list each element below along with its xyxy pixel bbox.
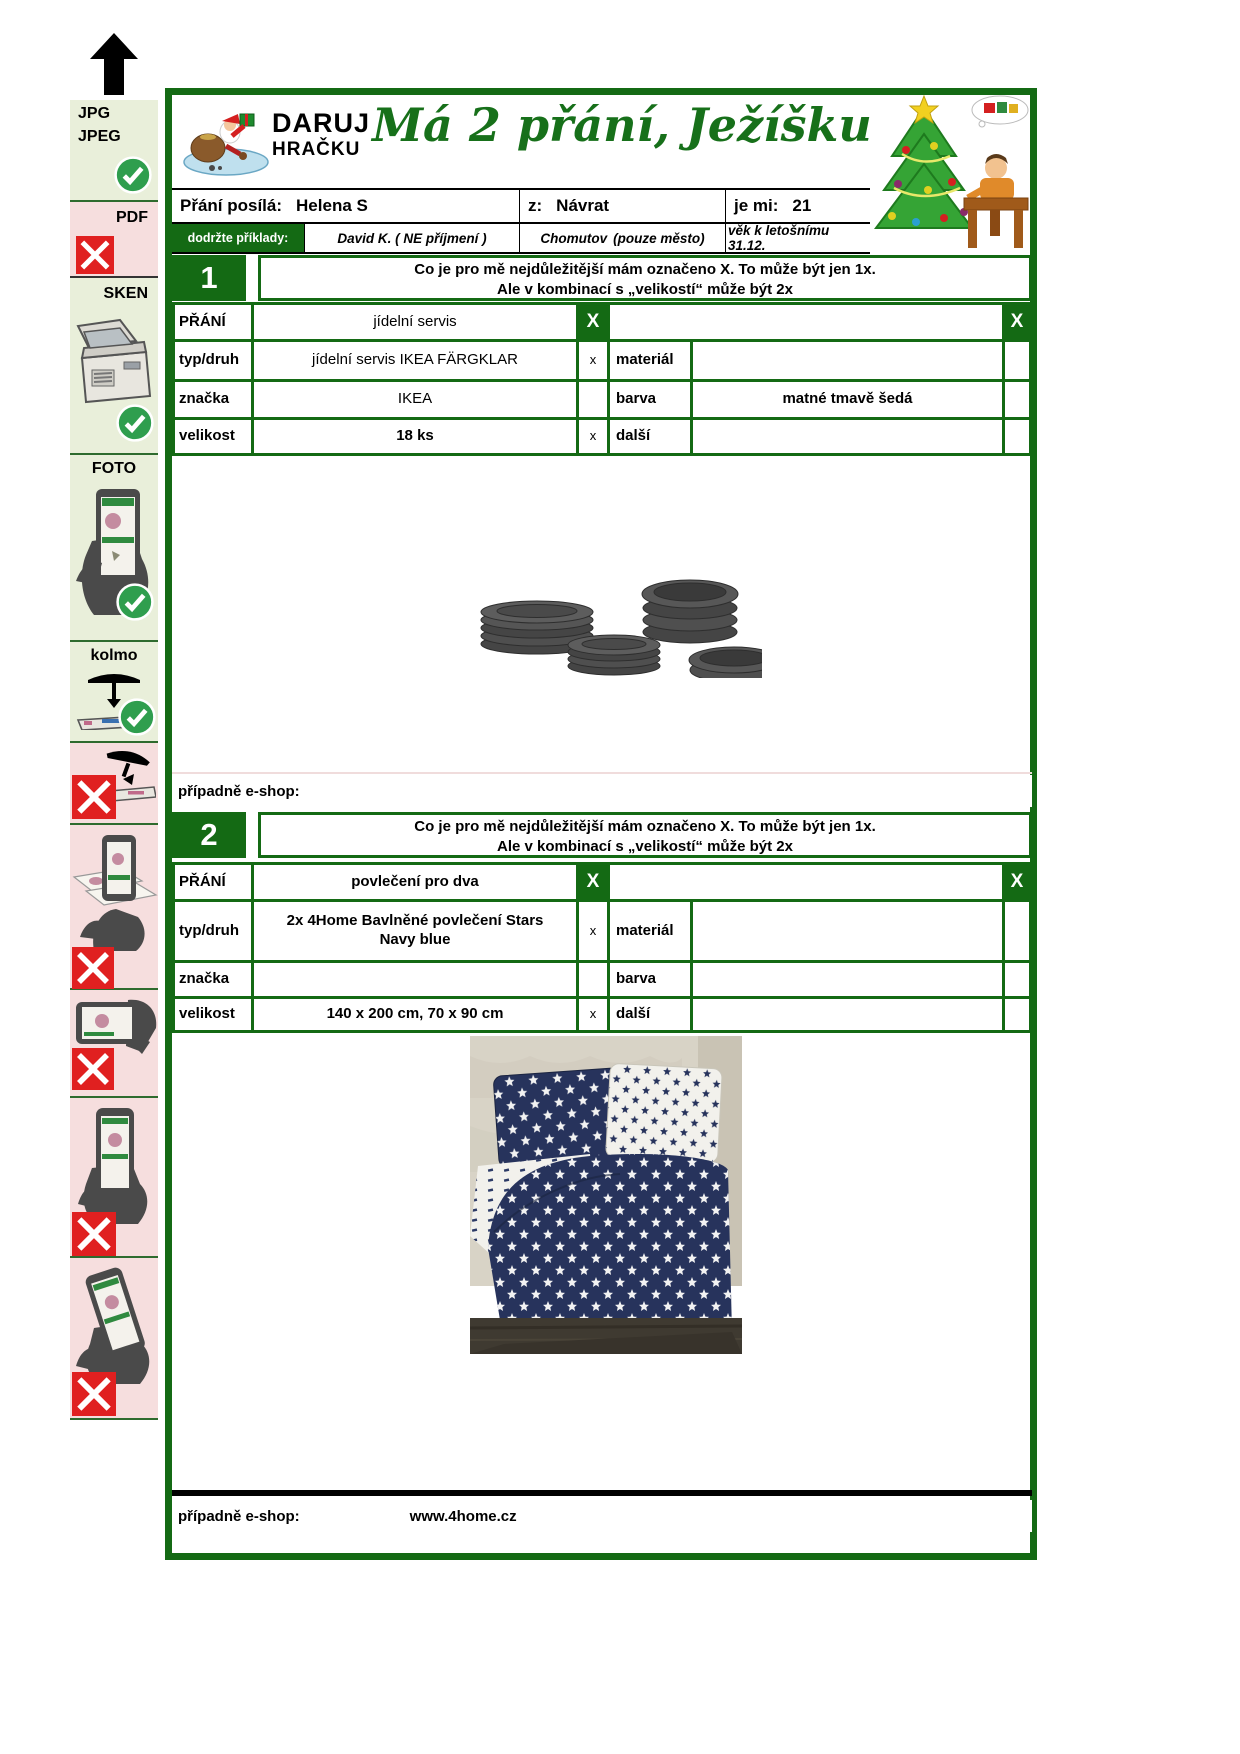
wish2-color-value [693, 963, 1002, 996]
example-name-cell [305, 224, 520, 252]
instruction-line1: Co je pro mě nejdůležitější mám označeno X. To může být jen 1x. [414, 818, 876, 835]
wish2-size-label: velikost [175, 999, 251, 1030]
sender-age-value: 21 [792, 196, 812, 215]
dinnerware-photo [462, 548, 762, 678]
sidebar-portrait-phone-block [70, 1098, 158, 1258]
wish1-color-value: matné tmavě šedá [693, 382, 1002, 417]
wish2-type-value: 2x 4Home Bavlněné povlečení Stars Navy blue [254, 902, 576, 960]
wish1-right-mark: X [1005, 305, 1029, 339]
cross-icon [72, 1372, 116, 1416]
wish2-type-label: typ/druh [175, 902, 251, 960]
sender-city-label: z: [528, 196, 543, 215]
scanner-icon [74, 312, 154, 404]
section2-instruction [258, 812, 1032, 858]
wish2-material-value [693, 902, 1002, 960]
wish2-wish-label: PŘÁNÍ [175, 865, 251, 899]
sidebar-foto-block [70, 455, 158, 642]
wish2-brand-label: značka [175, 963, 251, 996]
example-label: dodržte příklady: [187, 231, 289, 245]
wish2-wish-extra [610, 865, 1002, 899]
cross-icon [72, 1212, 116, 1256]
wish2-wish-mark: X [579, 865, 607, 899]
check-icon [118, 698, 156, 736]
wish1-size-label: velikost [175, 420, 251, 453]
section1-instruction [258, 255, 1032, 301]
wish1-other-value [693, 420, 1002, 453]
sender-city-cell [520, 190, 726, 222]
section1-number: 1 [172, 255, 246, 301]
example-city: Chomutov [540, 230, 608, 246]
wish2-brand-value [254, 963, 576, 996]
sidebar-angled-scan-block [70, 743, 158, 825]
wish1-size-mark: x [579, 420, 607, 453]
wish1-wish-extra [610, 305, 1002, 339]
bedding-photo [470, 1036, 742, 1354]
wish1-brand-value: IKEA [254, 382, 576, 417]
sidebar-sken-block [70, 278, 158, 455]
wish1-type-label: typ/druh [175, 342, 251, 379]
cross-icon [72, 1048, 114, 1090]
christmas-tree-boy-icon [872, 94, 1032, 248]
divider-line-black [172, 1490, 1032, 1496]
wish1-wish-value: jídelní servis [254, 305, 576, 339]
wish2-size-value: 140 x 200 cm, 70 x 90 cm [254, 999, 576, 1030]
wish1-brand-mark [579, 382, 607, 417]
wish1-wish-mark: X [579, 305, 607, 339]
wish2-wish-value: povlečení pro dva [254, 865, 576, 899]
wish2-eshop-row [172, 1500, 1032, 1532]
example-age-cell [726, 224, 870, 252]
wish1-brand-label: značka [175, 382, 251, 417]
sidebar-tilted-phone-block [70, 1258, 158, 1420]
logo-daruj: DARUJ [272, 108, 371, 138]
example-city-note: (pouze město) [613, 230, 705, 246]
phone-over-documents-icon [72, 833, 158, 951]
instruction-line2: Ale v kombinací s „velikostí“ může být 2x [497, 281, 793, 299]
wish2-type-mark: x [579, 902, 607, 960]
check-icon [116, 583, 154, 621]
wish1-type-mark: x [579, 342, 607, 379]
sender-name-cell [172, 190, 520, 222]
jpeg-label: JPEG [78, 128, 121, 146]
wish2-eshop-label: případně e-shop: [178, 1507, 300, 1525]
cross-icon [76, 236, 114, 274]
wish2-other-value [693, 999, 1002, 1030]
wish2-size-mark: x [579, 999, 607, 1030]
instruction-line2: Ale v kombinací s „velikostí“ může být 2x [497, 838, 793, 856]
wish1-wish-label: PŘÁNÍ [175, 305, 251, 339]
sender-age-cell [726, 190, 870, 222]
logo-text [272, 108, 382, 161]
check-icon [116, 404, 154, 442]
sken-label: SKEN [103, 285, 148, 302]
santa-logo-icon [182, 102, 270, 176]
example-name: David K. ( NE příjmení ) [337, 230, 487, 246]
phone-tilted-icon [76, 1266, 154, 1384]
sidebar-landscape-phone-block [70, 990, 158, 1098]
example-row [172, 224, 870, 254]
example-age: věk k letošnímu 31.12. [728, 223, 830, 253]
sidebar-phone-over-documents-block [70, 825, 158, 990]
sidebar-jpg-block [70, 100, 158, 202]
wish1-other-label: další [610, 420, 690, 453]
wish2-row2-edge [1005, 902, 1029, 960]
example-label-cell [172, 224, 305, 252]
sidebar-pdf-block [70, 202, 158, 278]
sender-age-label: je mi: [734, 196, 779, 215]
phone-landscape-icon [72, 994, 158, 1056]
wish2-other-label: další [610, 999, 690, 1030]
wish2-right-mark: X [1005, 865, 1029, 899]
wish2-table [172, 862, 1032, 1033]
wish1-material-value [693, 342, 1002, 379]
check-icon [114, 156, 152, 194]
page-title: Má 2 přání, Ježíšku [372, 98, 872, 152]
kolmo-label: kolmo [90, 647, 138, 664]
section2-header [172, 812, 1032, 858]
wish1-eshop-label: případně e-shop: [178, 782, 300, 800]
wish2-row4-edge [1005, 999, 1029, 1030]
wish2-color-label: barva [610, 963, 690, 996]
sender-name-label: Přání posílá: [180, 196, 283, 215]
wish1-table [172, 302, 1032, 456]
jpg-label: JPG [78, 105, 111, 122]
wish1-color-label: barva [610, 382, 690, 417]
section2-number: 2 [172, 812, 246, 858]
foto-label: FOTO [91, 460, 137, 477]
phone-portrait-icon [78, 1106, 152, 1224]
up-arrow-icon [90, 33, 138, 95]
instruction-line1: Co je pro mě nejdůležitější mám označeno X. To může být jen 1x. [414, 261, 876, 278]
wish2-brand-mark [579, 963, 607, 996]
logo-hracku: HRAČKU [272, 139, 361, 160]
pdf-label: PDF [116, 209, 148, 226]
sender-row [172, 188, 870, 224]
section1-header [172, 255, 1032, 301]
wish1-row3-edge [1005, 382, 1029, 417]
example-city-cell [520, 224, 726, 252]
wish2-row3-edge [1005, 963, 1029, 996]
cross-icon [72, 947, 114, 989]
wish1-material-label: materiál [610, 342, 690, 379]
wish1-row4-edge [1005, 420, 1029, 453]
wish2-eshop-value: www.4home.cz [409, 1507, 517, 1525]
wish1-row2-edge [1005, 342, 1029, 379]
divider-line [172, 772, 1032, 774]
sidebar-kolmo-block [70, 642, 158, 743]
wish2-material-label: materiál [610, 902, 690, 960]
sender-city-value: Návrat [556, 196, 610, 215]
wish1-size-value: 18 ks [254, 420, 576, 453]
sender-name-value: Helena S [296, 196, 368, 215]
cross-icon [72, 775, 116, 819]
wish1-type-value: jídelní servis IKEA FÄRGKLAR [254, 342, 576, 379]
wish1-eshop-row [172, 775, 1032, 807]
